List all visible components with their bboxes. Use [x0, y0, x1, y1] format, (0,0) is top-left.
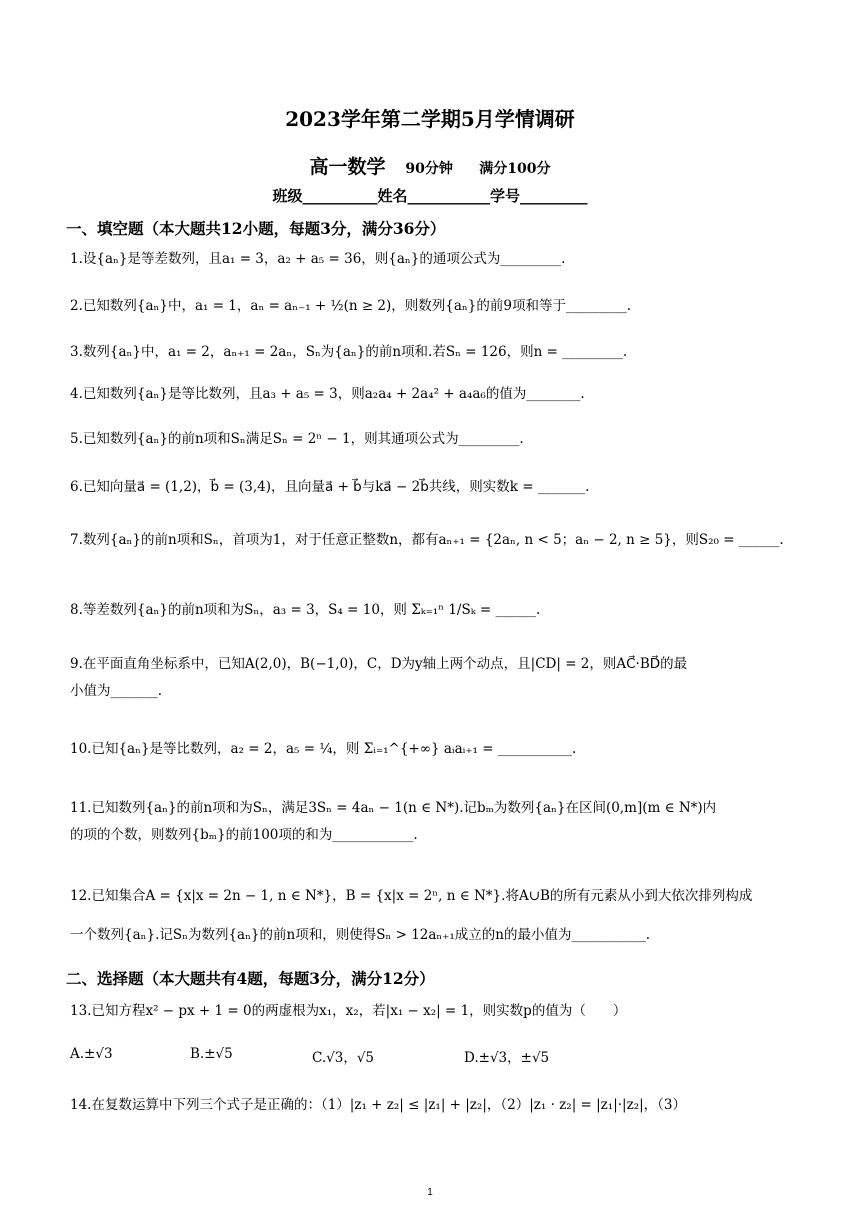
- question-line: 10.已知{aₙ}是等比数列，a₂ = 2，a₅ = ¼，则 Σᵢ₌₁^{+∞} aᵢaᵢ₊₁ = ___________.: [70, 741, 577, 757]
- question-1: [70, 246, 800, 273]
- exam-duration: 90分钟: [405, 161, 453, 177]
- question-10: [70, 736, 800, 763]
- question-6: [70, 474, 800, 501]
- question-line: 1.设{aₙ}是等差数列，且a₁ = 3，a₂ + a₅ = 36，则{aₙ}的通项公式为_________.: [70, 251, 566, 267]
- subject-name: 高一数学: [309, 156, 386, 178]
- page-number: 1: [427, 1187, 433, 1198]
- question-13: [70, 998, 800, 1025]
- exam-subtitle: [0, 152, 860, 179]
- question-line: 9.在平面直角坐标系中，已知A(2,0)，B(−1,0)，C，D为y轴上两个动点，且|CD| = 2，则AC⃗·BD⃗的最: [70, 656, 688, 672]
- question-11: [70, 795, 800, 849]
- question-line: 6.已知向量a⃗ = (1,2)，b⃗ = (3,4)，且向量a⃗ + b⃗与ka⃗ − 2b⃗共线，则实数k = _______.: [70, 479, 590, 495]
- question-line: 13.已知方程x² − px + 1 = 0的两虚根为x₁，x₂，若|x₁ − x₂| = 1，则实数p的值为（ ）: [70, 1003, 627, 1019]
- question-line: 14.在复数运算中下列三个式子是正确的：（1）|z₁ + z₂| ≤ |z₁| + |z₂|，（2）|z₁ · z₂| = |z₁|·|z₂|，（3）: [70, 1097, 687, 1113]
- question-14: [70, 1092, 800, 1119]
- question-line: 的项的个数，则数列{bₘ}的前100项的和为____________.: [70, 827, 418, 843]
- option-d: D.±√3，±√5: [464, 1050, 550, 1066]
- question-line: 一个数列{aₙ}.记Sₙ为数列{aₙ}的前n项和，则使得Sₙ > 12aₙ₊₁成立的n的最小值为___________.: [70, 927, 651, 943]
- question-8: [70, 597, 800, 624]
- question-7: [70, 527, 800, 554]
- question-line: 5.已知数列{aₙ}的前n项和Sₙ满足Sₙ = 2ⁿ − 1，则其通项公式为_________.: [70, 431, 524, 447]
- option-a: A.±√3: [70, 1046, 113, 1062]
- question-5: [70, 426, 800, 453]
- section-heading-fill-blank: 一、填空题（本大题共12小题，每题3分，满分36分）: [66, 219, 446, 238]
- exam-title: 2023学年第二学期5月学情调研: [285, 107, 575, 131]
- question-line: 7.数列{aₙ}的前n项和Sₙ，首项为1，对于任意正整数n，都有aₙ₊₁ = {2aₙ, n < 5；aₙ − 2, n ≥ 5}，则S₂₀ = ______.: [70, 532, 784, 548]
- question-2: [70, 293, 800, 320]
- full-score: 满分100分: [479, 161, 551, 177]
- section-heading-multiple-choice: 二、选择题（本大题共有4题，每题3分，满分12分）: [66, 969, 435, 988]
- option-c: C.√3，√5: [312, 1050, 375, 1066]
- question-line: 3.数列{aₙ}中，a₁ = 2，aₙ₊₁ = 2aₙ，Sₙ为{aₙ}的前n项和.若Sₙ = 126，则n = _________.: [70, 344, 628, 360]
- question-3: [70, 339, 800, 366]
- question-12: [70, 883, 800, 949]
- question-line: 4.已知数列{aₙ}是等比数列，且a₃ + a₅ = 3，则a₂a₄ + 2a₄² + a₄a₆的值为________.: [70, 386, 585, 402]
- student-info-line: 班级__________姓名___________学号_________: [272, 187, 588, 205]
- question-4: [70, 381, 800, 408]
- question-9: [70, 651, 800, 705]
- question-line: 8.等差数列{aₙ}的前n项和为Sₙ，a₃ = 3，S₄ = 10，则 Σₖ₌₁ⁿ 1/Sₖ = ______.: [70, 602, 541, 618]
- question-line: 11.已知数列{aₙ}的前n项和为Sₙ，满足3Sₙ = 4aₙ − 1(n ∈ N*).记bₘ为数列{aₙ}在区间(0,m](m ∈ N*)内: [70, 800, 717, 816]
- question-line: 小值为_______.: [70, 683, 163, 699]
- option-b: B.±√5: [190, 1046, 233, 1062]
- question-line: 2.已知数列{aₙ}中，a₁ = 1，aₙ = aₙ₋₁ + ½(n ≥ 2)，则数列{aₙ}的前9项和等于_________.: [70, 298, 631, 314]
- question-line: 12.已知集合A = {x|x = 2n − 1, n ∈ N*}，B = {x|x = 2ⁿ, n ∈ N*}.将A∪B的所有元素从小到大依次排列构成: [70, 888, 753, 904]
